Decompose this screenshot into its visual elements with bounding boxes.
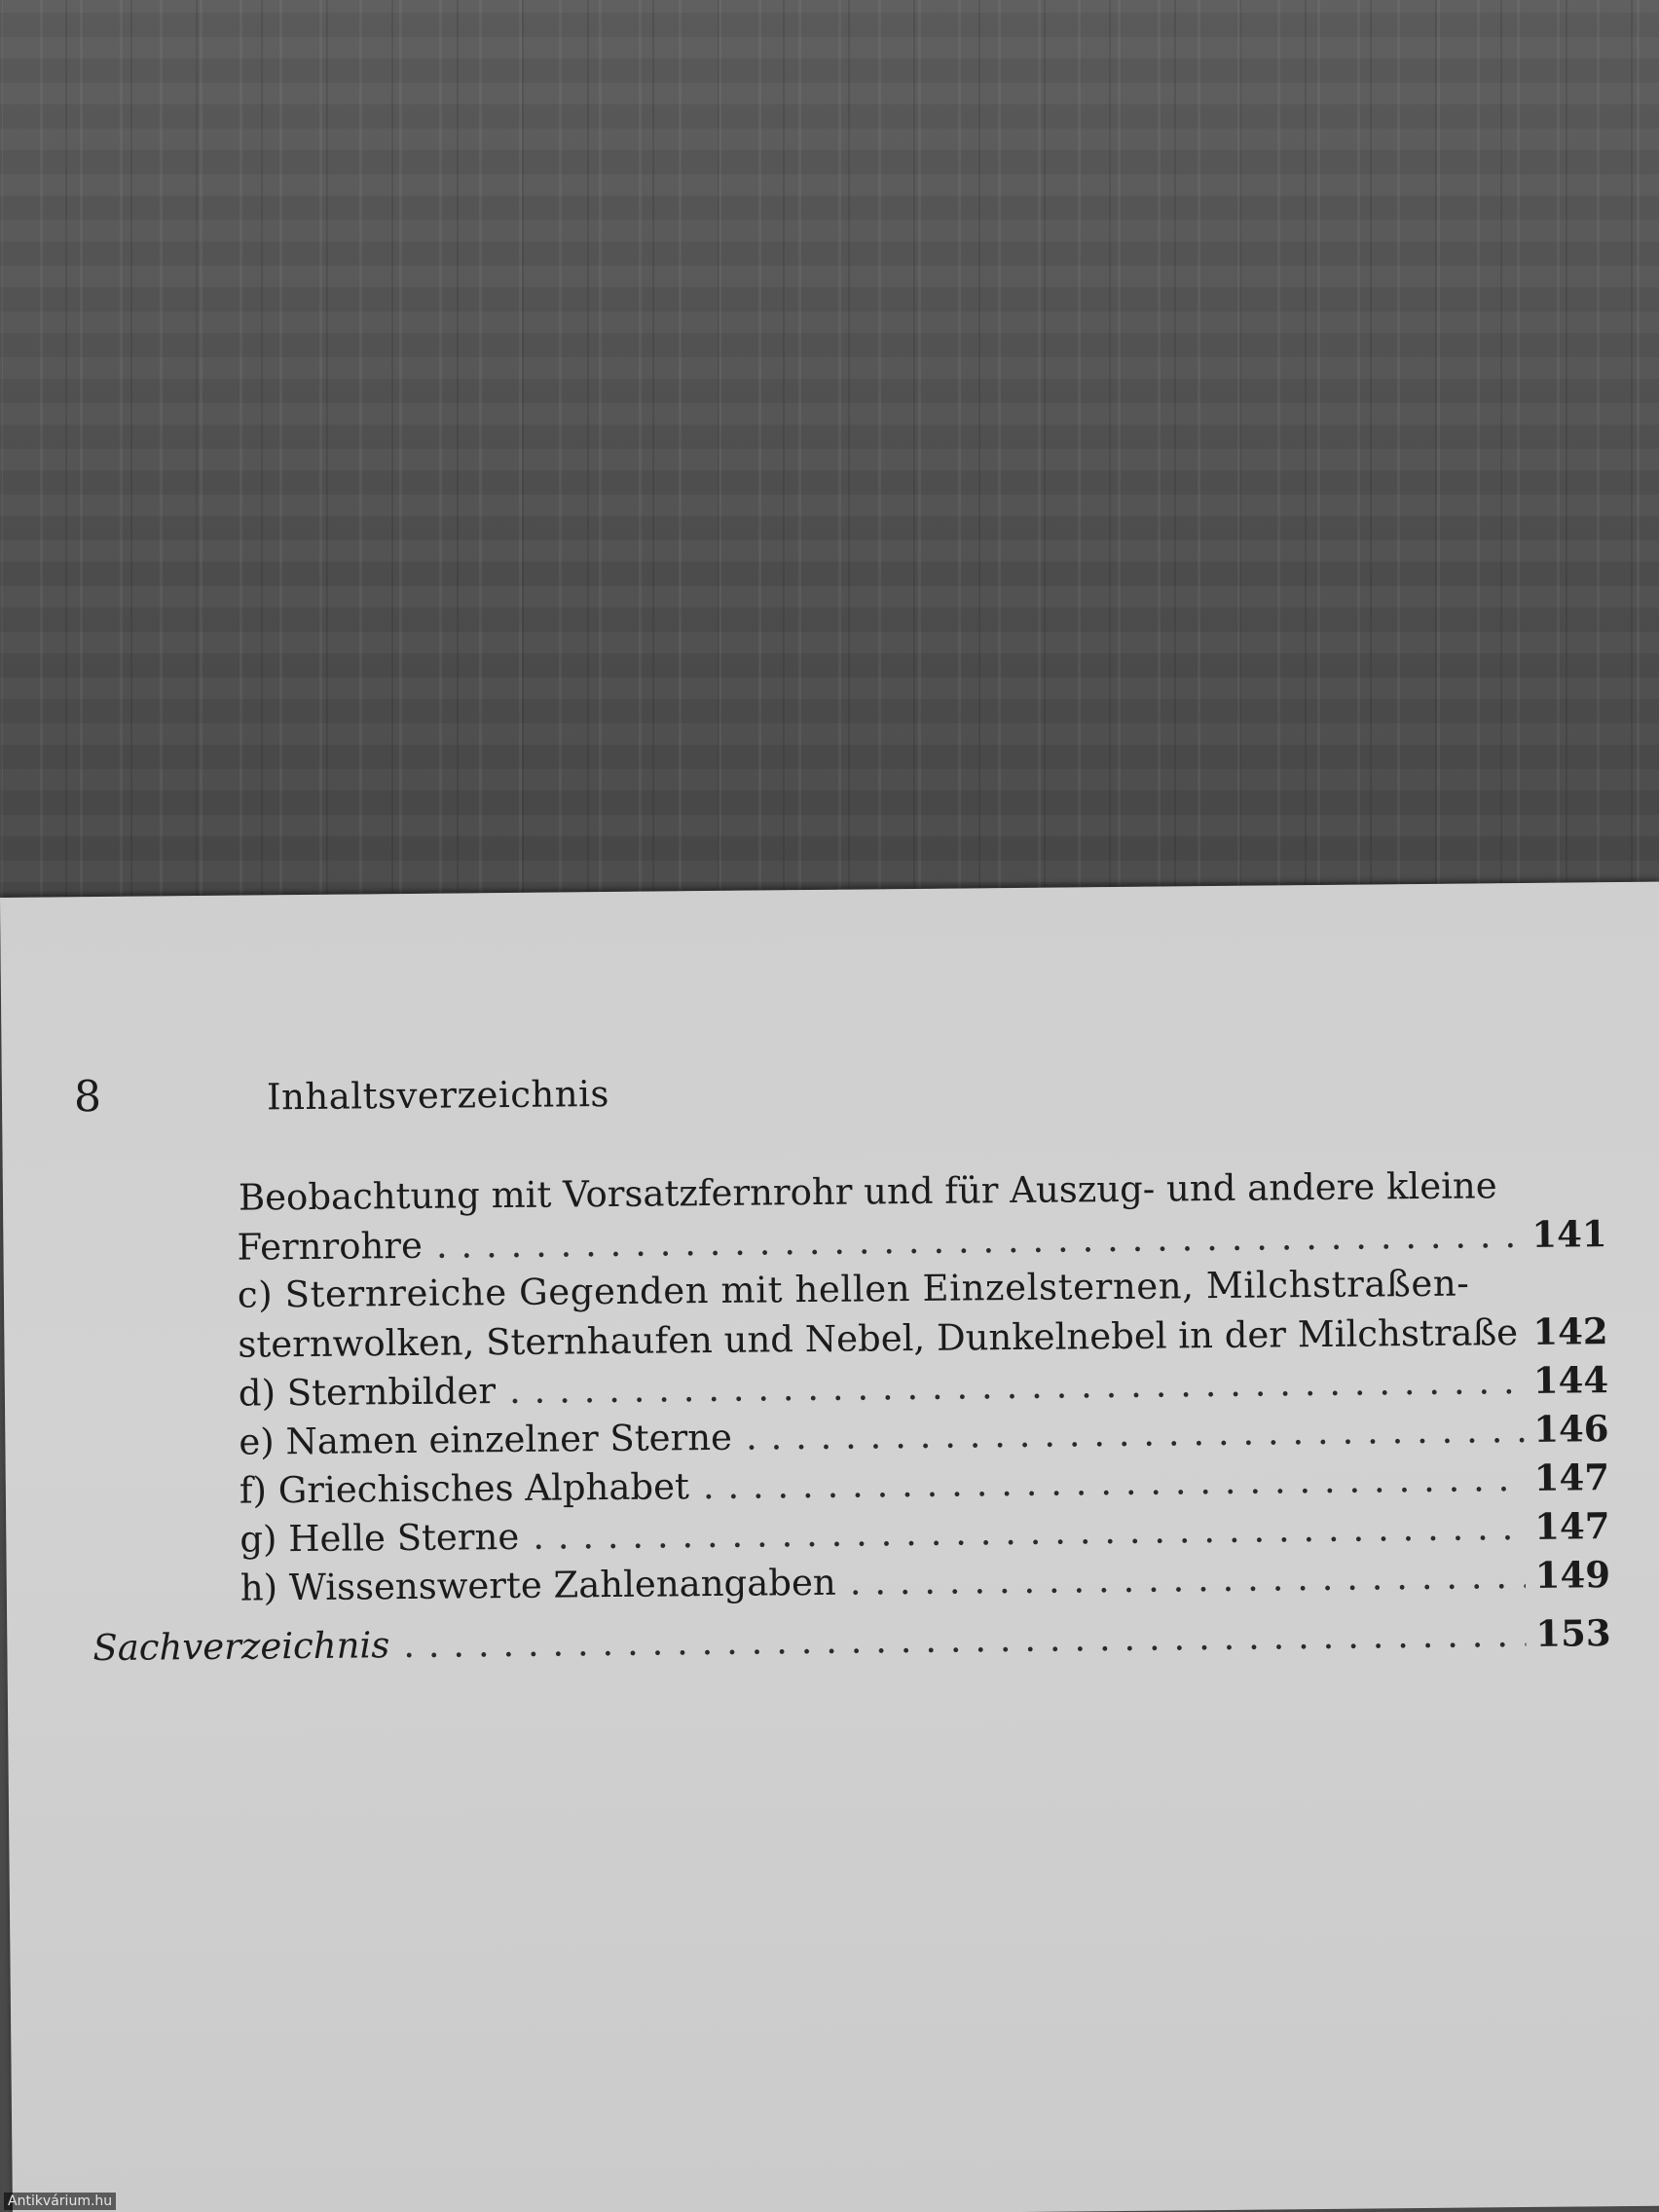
toc-entry-label: Fernrohre [237, 1224, 424, 1269]
toc-entry-label: sternwolken, Sternhaufen und Nebel, Dunkelnebel in der Milchstraße [238, 1311, 1519, 1366]
toc-entry-label: e) Namen einzelner Sterne [239, 1416, 733, 1463]
watermark: Antikvárium.hu [4, 2193, 116, 2210]
running-head: Inhaltsverzeichnis [266, 1073, 610, 1119]
toc-entry-page: 153 [1535, 1611, 1611, 1655]
table-of-contents [3, 1161, 1659, 1670]
toc-entry-c-line1: c) Sternreiche Gegenden mit hellen Einzelsternen, Milchstraßen- [237, 1262, 1470, 1316]
toc-entry-label: h) Wissenswerte Zahlenangaben [240, 1561, 836, 1609]
toc-entry-label: d) Sternbilder [238, 1370, 497, 1415]
toc-entry-page: 141 [1531, 1212, 1607, 1256]
toc-entry-index [92, 1608, 1611, 1672]
toc-entry-label: f) Griechisches Alphabet [239, 1465, 690, 1512]
toc-entry-page: 147 [1533, 1456, 1610, 1499]
toc-entry-label: g) Helle Sterne [240, 1515, 520, 1561]
toc-entry-page: 144 [1532, 1358, 1609, 1402]
book-page [0, 882, 1659, 2212]
dot-leader [403, 1610, 1527, 1670]
page-number: 8 [73, 1072, 102, 1123]
toc-entry-label: Sachverzeichnis [92, 1624, 390, 1670]
dot-leader [1524, 1309, 1528, 1357]
toc-entry-page: 142 [1532, 1309, 1608, 1353]
toc-entry-page: 146 [1533, 1407, 1609, 1451]
toc-entry-page: 149 [1534, 1553, 1611, 1597]
toc-entry-page: 147 [1534, 1504, 1610, 1548]
dot-leader [849, 1552, 1526, 1607]
toc-intro-line: Beobachtung mit Vorsatzfernrohr und für Auszug- und andere kleine [238, 1164, 1497, 1219]
dark-backdrop [0, 0, 1659, 974]
dot-leader [746, 1406, 1525, 1462]
